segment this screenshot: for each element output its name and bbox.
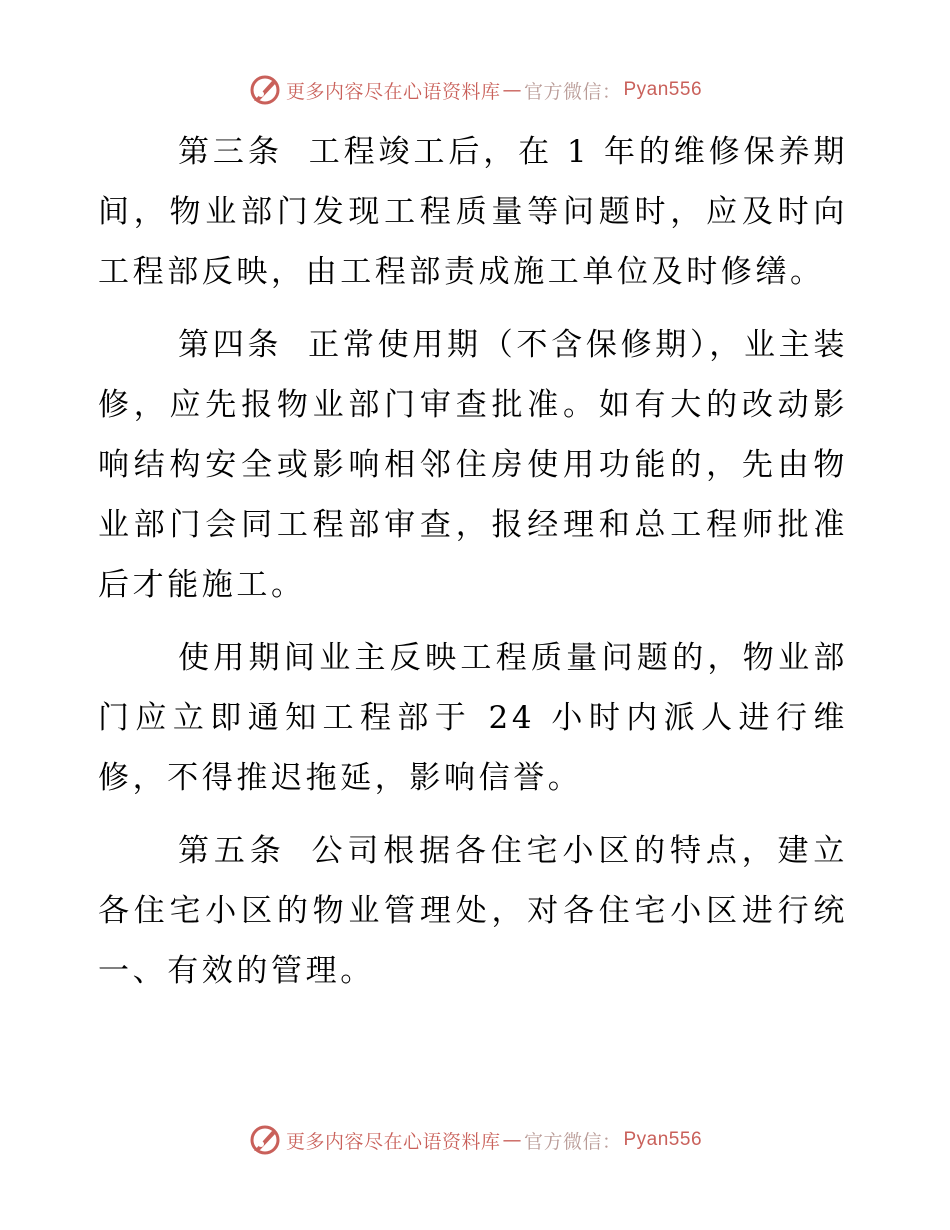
- paragraph-article-3: [98, 122, 848, 302]
- paragraph-article-4-continued: [98, 628, 848, 808]
- watermark-dash: —: [502, 79, 522, 101]
- quill-seal-icon: [248, 1123, 282, 1157]
- paragraph-article-4: [98, 315, 848, 615]
- article-label: 第三条: [178, 134, 283, 170]
- watermark-text: 更多内容尽在心语资料库: [285, 80, 501, 103]
- watermark-wechat-id: Pyan556: [623, 79, 703, 100]
- paragraph-text: 使用期间业主反映工程质量问题的，物业部门应立即通知工程部于 24 小时内派人进行维修，不得推迟拖延，影响信誉。: [98, 640, 848, 796]
- watermark-wechat-id: Pyan556: [623, 1129, 703, 1150]
- header-watermark: [0, 70, 950, 110]
- document-body: [98, 122, 848, 1014]
- watermark-wechat-label: 官方微信：: [523, 1130, 622, 1153]
- article-label: 第四条: [178, 327, 283, 363]
- watermark-wechat-label: 官方微信：: [523, 80, 622, 103]
- paragraph-text: 工程竣工后，在 1 年的维修保养期间，物业部门发现工程质量等问题时，应及时向工程部反映，由工程部责成施工单位及时修缮。: [98, 134, 848, 290]
- paragraph-text: 公司根据各住宅小区的特点，建立各住宅小区的物业管理处，对各住宅小区进行统一、有效的管理。: [98, 833, 848, 989]
- watermark-text: 更多内容尽在心语资料库: [285, 1130, 501, 1153]
- watermark-dash: —: [502, 1129, 522, 1151]
- paragraph-article-5: [98, 821, 848, 1001]
- article-label: 第五条: [178, 833, 286, 869]
- paragraph-text: 正常使用期（不含保修期），业主装修，应先报物业部门审查批准。如有大的改动影响结构安全或影响相邻住房使用功能的，先由物业部门会同工程部审查，报经理和总工程师批准后才能施工。: [98, 327, 848, 603]
- footer-watermark: [0, 1120, 950, 1160]
- quill-seal-icon: [248, 73, 282, 107]
